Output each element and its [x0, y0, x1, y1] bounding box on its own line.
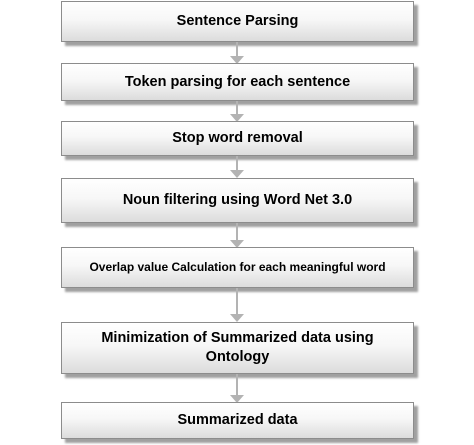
step-stop-word-removal: Stop word removal [61, 121, 414, 156]
arrow-5 [230, 288, 244, 322]
arrow-6 [230, 374, 244, 403]
step-sentence-parsing: Sentence Parsing [61, 1, 414, 42]
step-token-parsing: Token parsing for each sentence [61, 63, 414, 101]
arrow-3 [230, 156, 244, 178]
step-noun-filtering: Noun filtering using Word Net 3.0 [61, 178, 414, 223]
step-overlap-value-calculation: Overlap value Calculation for each meaningful word [61, 247, 414, 288]
step-minimization-ontology: Minimization of Summarized data using Ontology [61, 322, 414, 374]
arrow-4 [230, 223, 244, 248]
arrow-1 [230, 42, 244, 64]
arrow-2 [230, 101, 244, 122]
step-summarized-data: Summarized data [61, 402, 414, 439]
